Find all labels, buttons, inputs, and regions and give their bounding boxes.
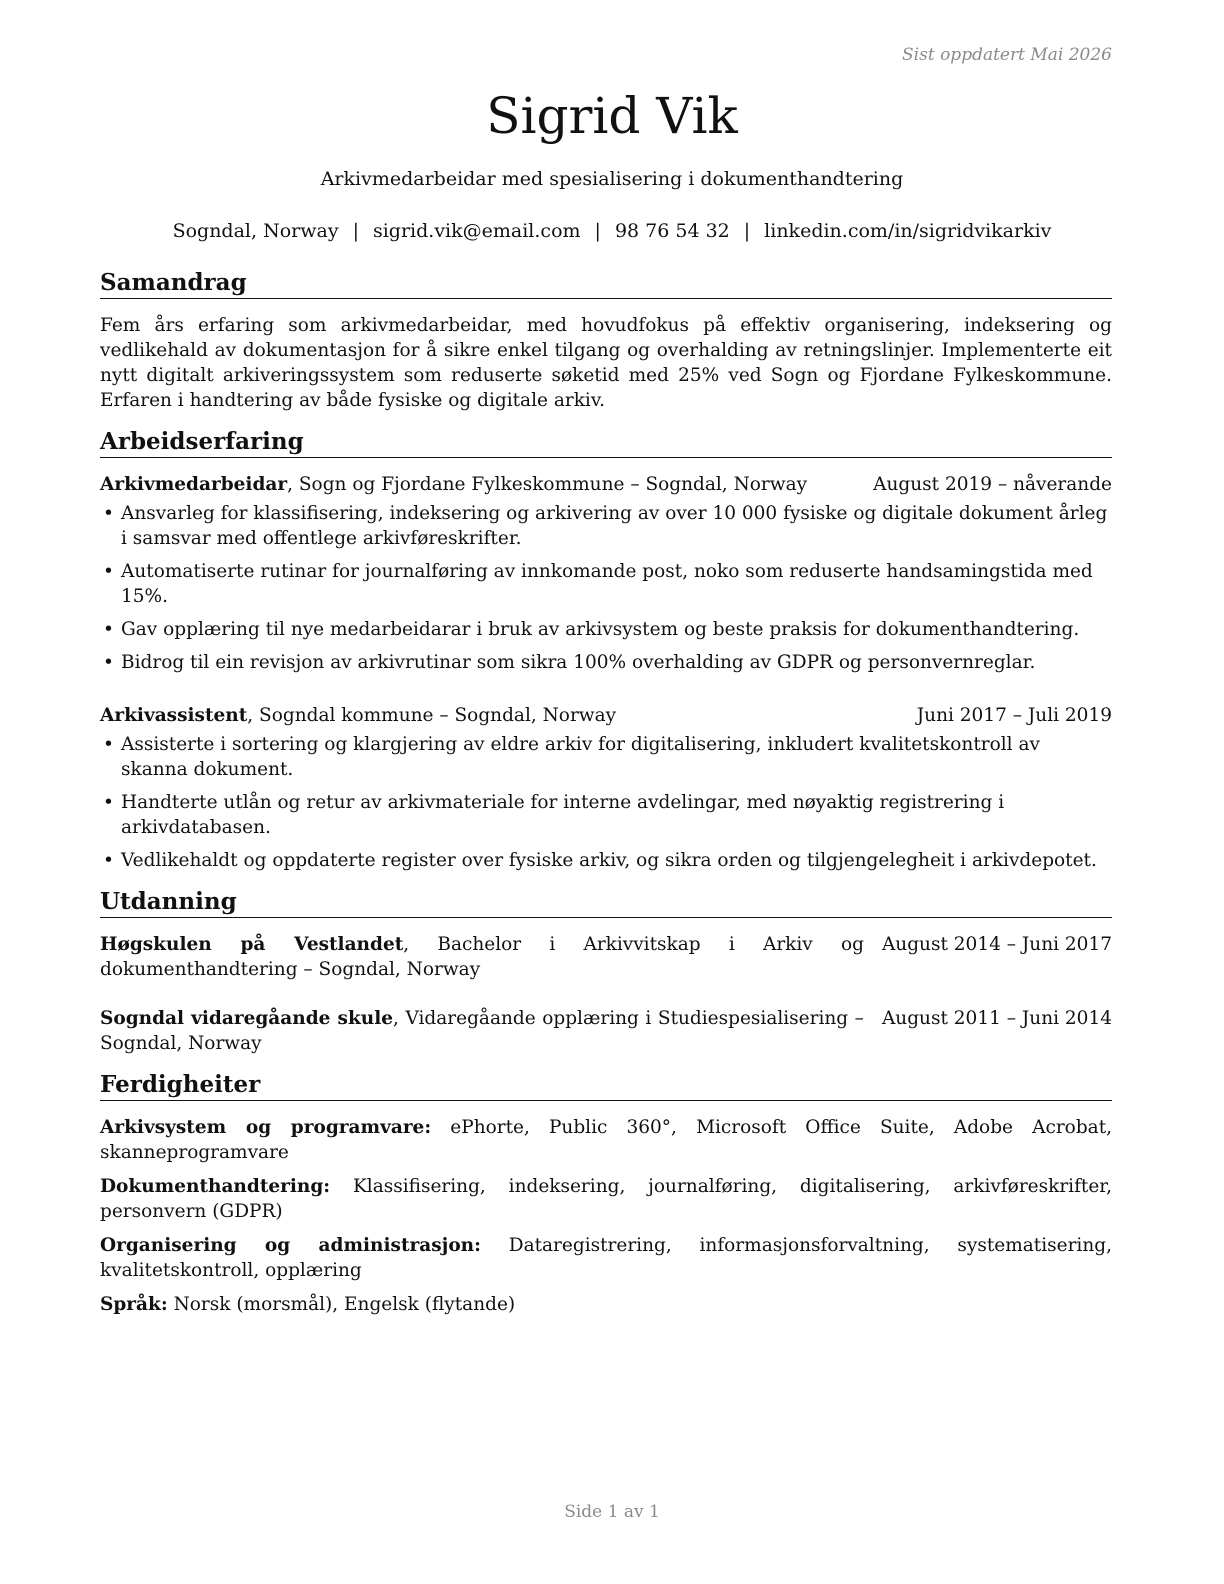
candidate-subtitle: Arkivmedarbeidar med spesialisering i dokumenthandtering <box>320 168 904 190</box>
job-employer: , Sogn og Fjordane Fylkeskommune – Sogndal, Norway <box>287 474 808 495</box>
skill-label: Arkivsystem og programvare: <box>100 1117 432 1138</box>
bullet-icon: • <box>103 652 114 673</box>
education-date: August 2014 – Juni 2017 <box>881 934 1112 955</box>
contact-location: Sogndal, Norway <box>172 220 339 242</box>
bullet-item <box>100 650 1112 675</box>
bullet-icon: • <box>103 561 114 582</box>
bullet-icon: • <box>103 850 114 871</box>
skill-line <box>100 1292 1112 1317</box>
bullet-icon: • <box>103 792 114 813</box>
education-text <box>100 932 882 982</box>
bullet-text: Gav opplæring til nye medarbeidarar i bruk av arkivsystem og beste praksis for dokumenthandtering. <box>121 619 1080 640</box>
contact-phone: 98 76 54 32 <box>614 220 730 242</box>
education-date: August 2011 – Juni 2014 <box>881 1008 1112 1029</box>
bullet-item <box>100 559 1112 609</box>
job-entry <box>100 472 1112 675</box>
spacer <box>100 683 1112 703</box>
bullet-item <box>100 732 1112 782</box>
job-bullets <box>100 732 1112 873</box>
bullet-item <box>100 790 1112 840</box>
contact-separator: | <box>743 220 751 242</box>
job-bullets <box>100 501 1112 675</box>
skill-text: ePhorte, Public 360°, Microsoft Office Suite, Adobe Acrobat, skanneprogramvare <box>100 1117 1113 1163</box>
section-heading-experience: Arbeidserfaring <box>100 427 1112 458</box>
job-date: Juni 2017 – Juli 2019 <box>916 705 1112 726</box>
skill-text: Dataregistrering, informasjonsforvaltning, systematisering, kvalitetskontroll, opplæring <box>100 1235 1112 1281</box>
contact-separator: | <box>352 220 359 242</box>
skill-text: Klassifisering, indeksering, journalføring, digitalisering, arkivføreskrifter, personvern (GDPR) <box>100 1176 1112 1222</box>
job-title-line <box>100 703 616 728</box>
summary-section <box>100 268 1112 413</box>
skill-line <box>100 1115 1112 1165</box>
skill-label: Dokumenthandtering: <box>100 1176 331 1197</box>
bullet-text: Vedlikehaldt og oppdaterte register over fysiske arkiv, og sikra orden og tilgjengelegheit i arkivdepotet. <box>121 850 1097 871</box>
section-heading-summary: Samandrag <box>100 268 1112 299</box>
bullet-text: Handterte utlån og retur av arkivmateriale for interne avdelingar, med nøyaktig registrering i arkivdatabasen. <box>121 792 1005 838</box>
job-title: Arkivassistent <box>100 705 248 726</box>
resume-content <box>100 268 1112 1317</box>
candidate-name: Sigrid Vik <box>486 87 738 145</box>
skills-section <box>100 1070 1112 1317</box>
skill-text: Norsk (morsmål), Engelsk (flytande) <box>167 1294 516 1315</box>
job-date: August 2019 – nåverande <box>873 474 1112 495</box>
bullet-item <box>100 848 1112 873</box>
job-header <box>100 472 1112 497</box>
skill-line <box>100 1233 1112 1283</box>
education-school: Sogndal vidaregåande skule <box>100 1008 394 1029</box>
education-school: Høgskulen på Vestlandet <box>100 934 404 955</box>
education-degree: , Vidaregåande opplæring i Studiespesialisering – Sogndal, Norway <box>100 1008 864 1054</box>
last-updated: Sist oppdatert Mai 2026 <box>902 45 1112 65</box>
summary-text: Fem års erfaring som arkivmedarbeidar, med hovudfokus på effektiv organisering, indeksering og vedlikehald av dokumentasjon for å sikre enkel tilgang og overhalding av retningslinjer. Implementerte eit nytt digitalt arkiveringssystem som reduserte søketid med 25% ved Sogn og Fjordane Fylkeskommune. Erfaren i handtering av både fysiske og digitale arkiv. <box>100 315 1112 411</box>
section-heading-skills: Ferdigheiter <box>100 1070 1112 1101</box>
section-heading-education: Utdanning <box>100 887 1112 918</box>
bullet-text: Bidrog til ein revisjon av arkivrutinar som sikra 100% overhalding av GDPR og personvernreglar. <box>121 652 1036 673</box>
bullet-item <box>100 617 1112 642</box>
job-entry <box>100 703 1112 873</box>
bullet-item <box>100 501 1112 551</box>
contact-email[interactable]: sigrid.vik@email.com <box>372 220 581 242</box>
bullet-text: Assisterte i sortering og klargjering av eldre arkiv for digitalisering, inkludert kvalitetskontroll av skanna dokument. <box>121 734 1040 780</box>
job-employer: , Sogndal kommune – Sogndal, Norway <box>247 705 617 726</box>
education-degree: , Bachelor i Arkivvitskap i Arkiv og dokumenthandtering – Sogndal, Norway <box>100 934 864 980</box>
contact-line <box>0 219 1224 244</box>
bullet-icon: • <box>103 503 114 524</box>
contact-linkedin[interactable]: linkedin.com/in/sigridvikarkiv <box>764 220 1052 242</box>
page-number: Side 1 av 1 <box>564 1502 660 1522</box>
education-entry <box>100 1006 1112 1056</box>
job-title-line <box>100 472 807 497</box>
education-text <box>100 1006 882 1056</box>
skill-label: Språk: <box>100 1294 168 1315</box>
bullet-text: Automatiserte rutinar for journalføring av innkomande post, noko som reduserte handsamingstida med 15%. <box>121 561 1093 607</box>
education-entry <box>100 932 1112 982</box>
job-header <box>100 703 1112 728</box>
bullet-icon: • <box>103 734 114 755</box>
job-title: Arkivmedarbeidar <box>100 474 288 495</box>
skill-line <box>100 1174 1112 1224</box>
education-section <box>100 887 1112 1056</box>
bullet-text: Ansvarleg for klassifisering, indeksering og arkivering av over 10 000 fysiske og digitale dokument årleg i samsvar med offentlege arkivføreskrifter. <box>121 503 1108 549</box>
contact-separator: | <box>594 220 601 242</box>
bullet-icon: • <box>103 619 114 640</box>
skill-label: Organisering og administrasjon: <box>100 1235 481 1256</box>
experience-section <box>100 427 1112 873</box>
